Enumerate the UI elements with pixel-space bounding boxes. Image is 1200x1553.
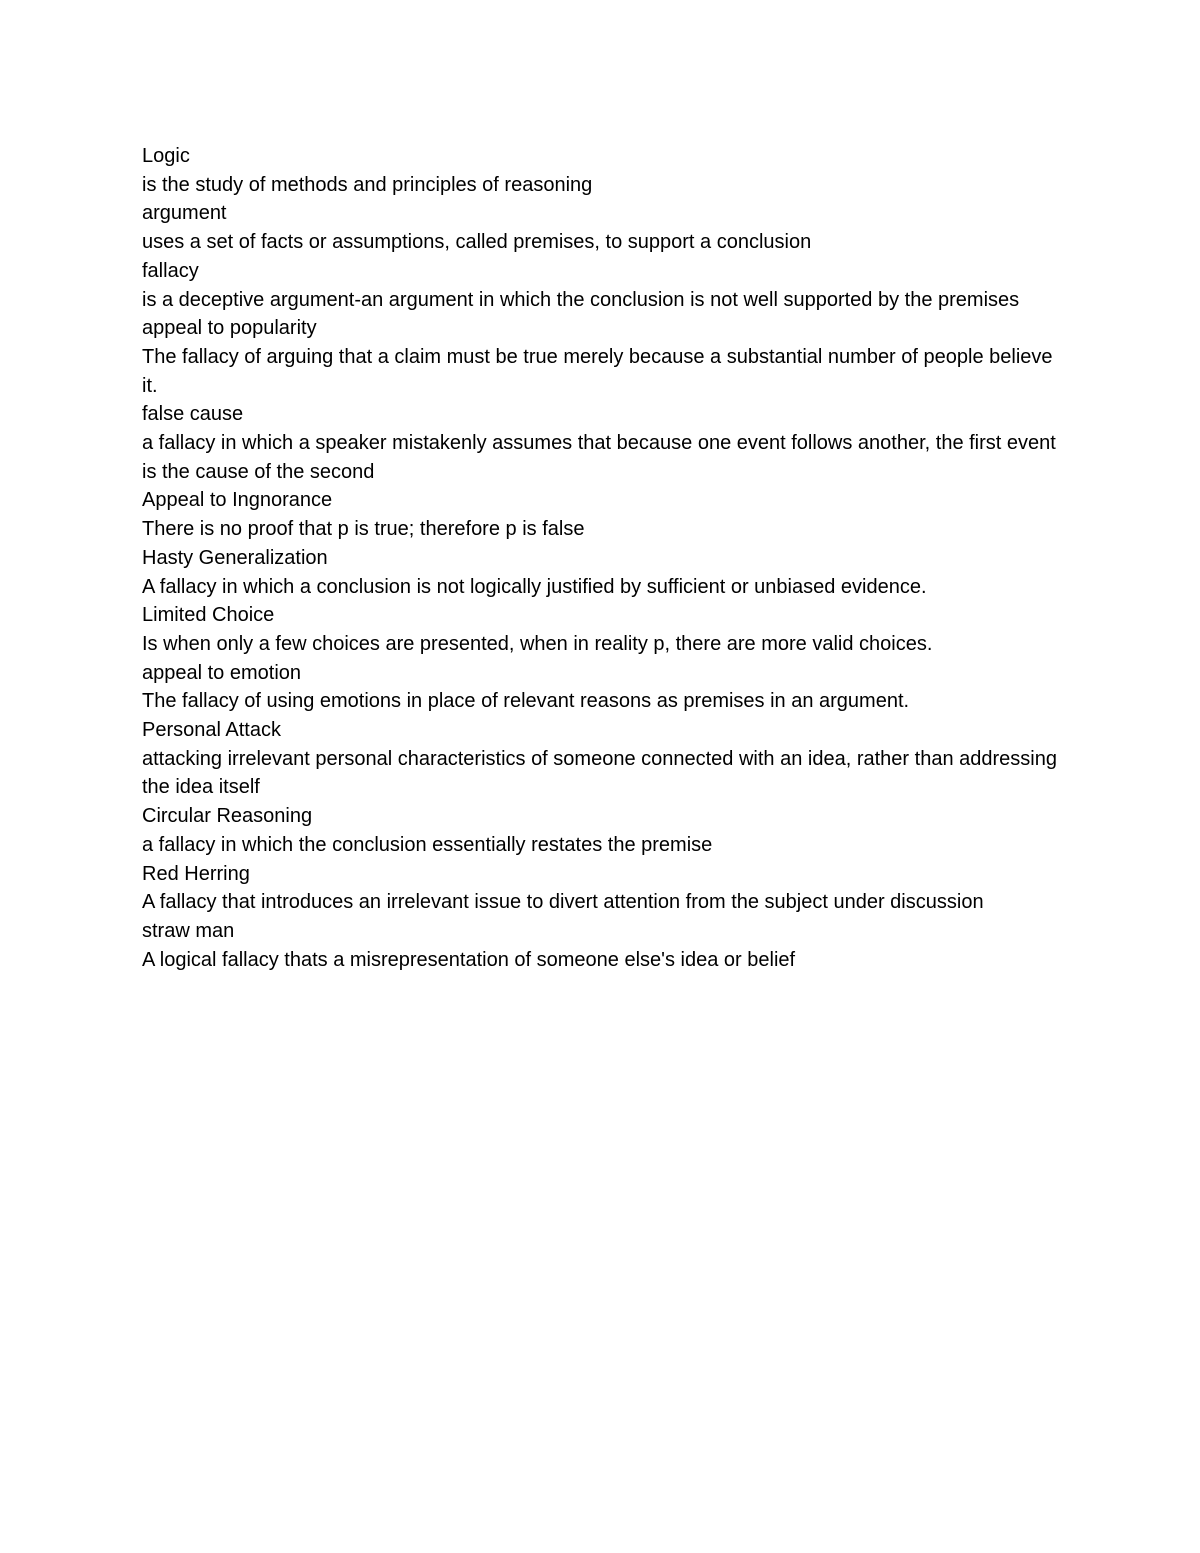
term-red-herring: Red Herring	[142, 862, 250, 885]
definition-logic: is the study of methods and principles of reasoning	[142, 173, 593, 196]
term-appeal-to-ignorance: Appeal to Ingnorance	[142, 489, 333, 512]
definition-appeal-to-ignorance: There is no proof that p is true; therefore p is false	[142, 518, 585, 541]
definition-limited-choice: Is when only a few choices are presented, when in reality p, there are more valid choices.	[142, 632, 933, 655]
term-logic: Logic	[142, 145, 190, 167]
term-limited-choice: Limited Choice	[142, 604, 275, 627]
term-personal-attack: Personal Attack	[142, 719, 281, 742]
definition-straw-man: A logical fallacy thats a misrepresentation of someone else's idea or belief	[142, 948, 796, 971]
term-circular-reasoning: Circular Reasoning	[142, 805, 313, 828]
definition-hasty-generalization: A fallacy in which a conclusion is not logically justified by sufficient or unbiased evidence.	[142, 575, 927, 598]
term-hasty-generalization: Hasty Generalization	[142, 546, 328, 569]
definition-false-cause: a fallacy in which a speaker mistakenly assumes that because one event follows another, the first event is the cause of the second	[142, 432, 1056, 483]
document-body	[142, 142, 1062, 974]
definition-argument: uses a set of facts or assumptions, called premises, to support a conclusion	[142, 231, 812, 254]
definition-appeal-to-emotion: The fallacy of using emotions in place of relevant reasons as premises in an argument.	[142, 690, 910, 713]
definition-red-herring: A fallacy that introduces an irrelevant issue to divert attention from the subject under discussion	[142, 891, 984, 914]
term-appeal-to-emotion: appeal to emotion	[142, 661, 302, 684]
term-straw-man: straw man	[142, 919, 235, 942]
term-false-cause: false cause	[142, 403, 244, 426]
definition-appeal-to-popularity: The fallacy of arguing that a claim must be true merely because a substantial number of people believe it.	[142, 345, 1053, 397]
term-fallacy: fallacy	[142, 259, 199, 282]
term-argument: argument	[142, 202, 227, 225]
definition-fallacy: is a deceptive argument-an argument in which the conclusion is not well supported by the premises	[142, 288, 1020, 311]
definition-personal-attack: attacking irrelevant personal characteristics of someone connected with an idea, rather than addressing the idea itself	[142, 747, 1057, 799]
definition-circular-reasoning: a fallacy in which the conclusion essentially restates the premise	[142, 833, 713, 856]
term-appeal-to-popularity: appeal to popularity	[142, 317, 317, 340]
